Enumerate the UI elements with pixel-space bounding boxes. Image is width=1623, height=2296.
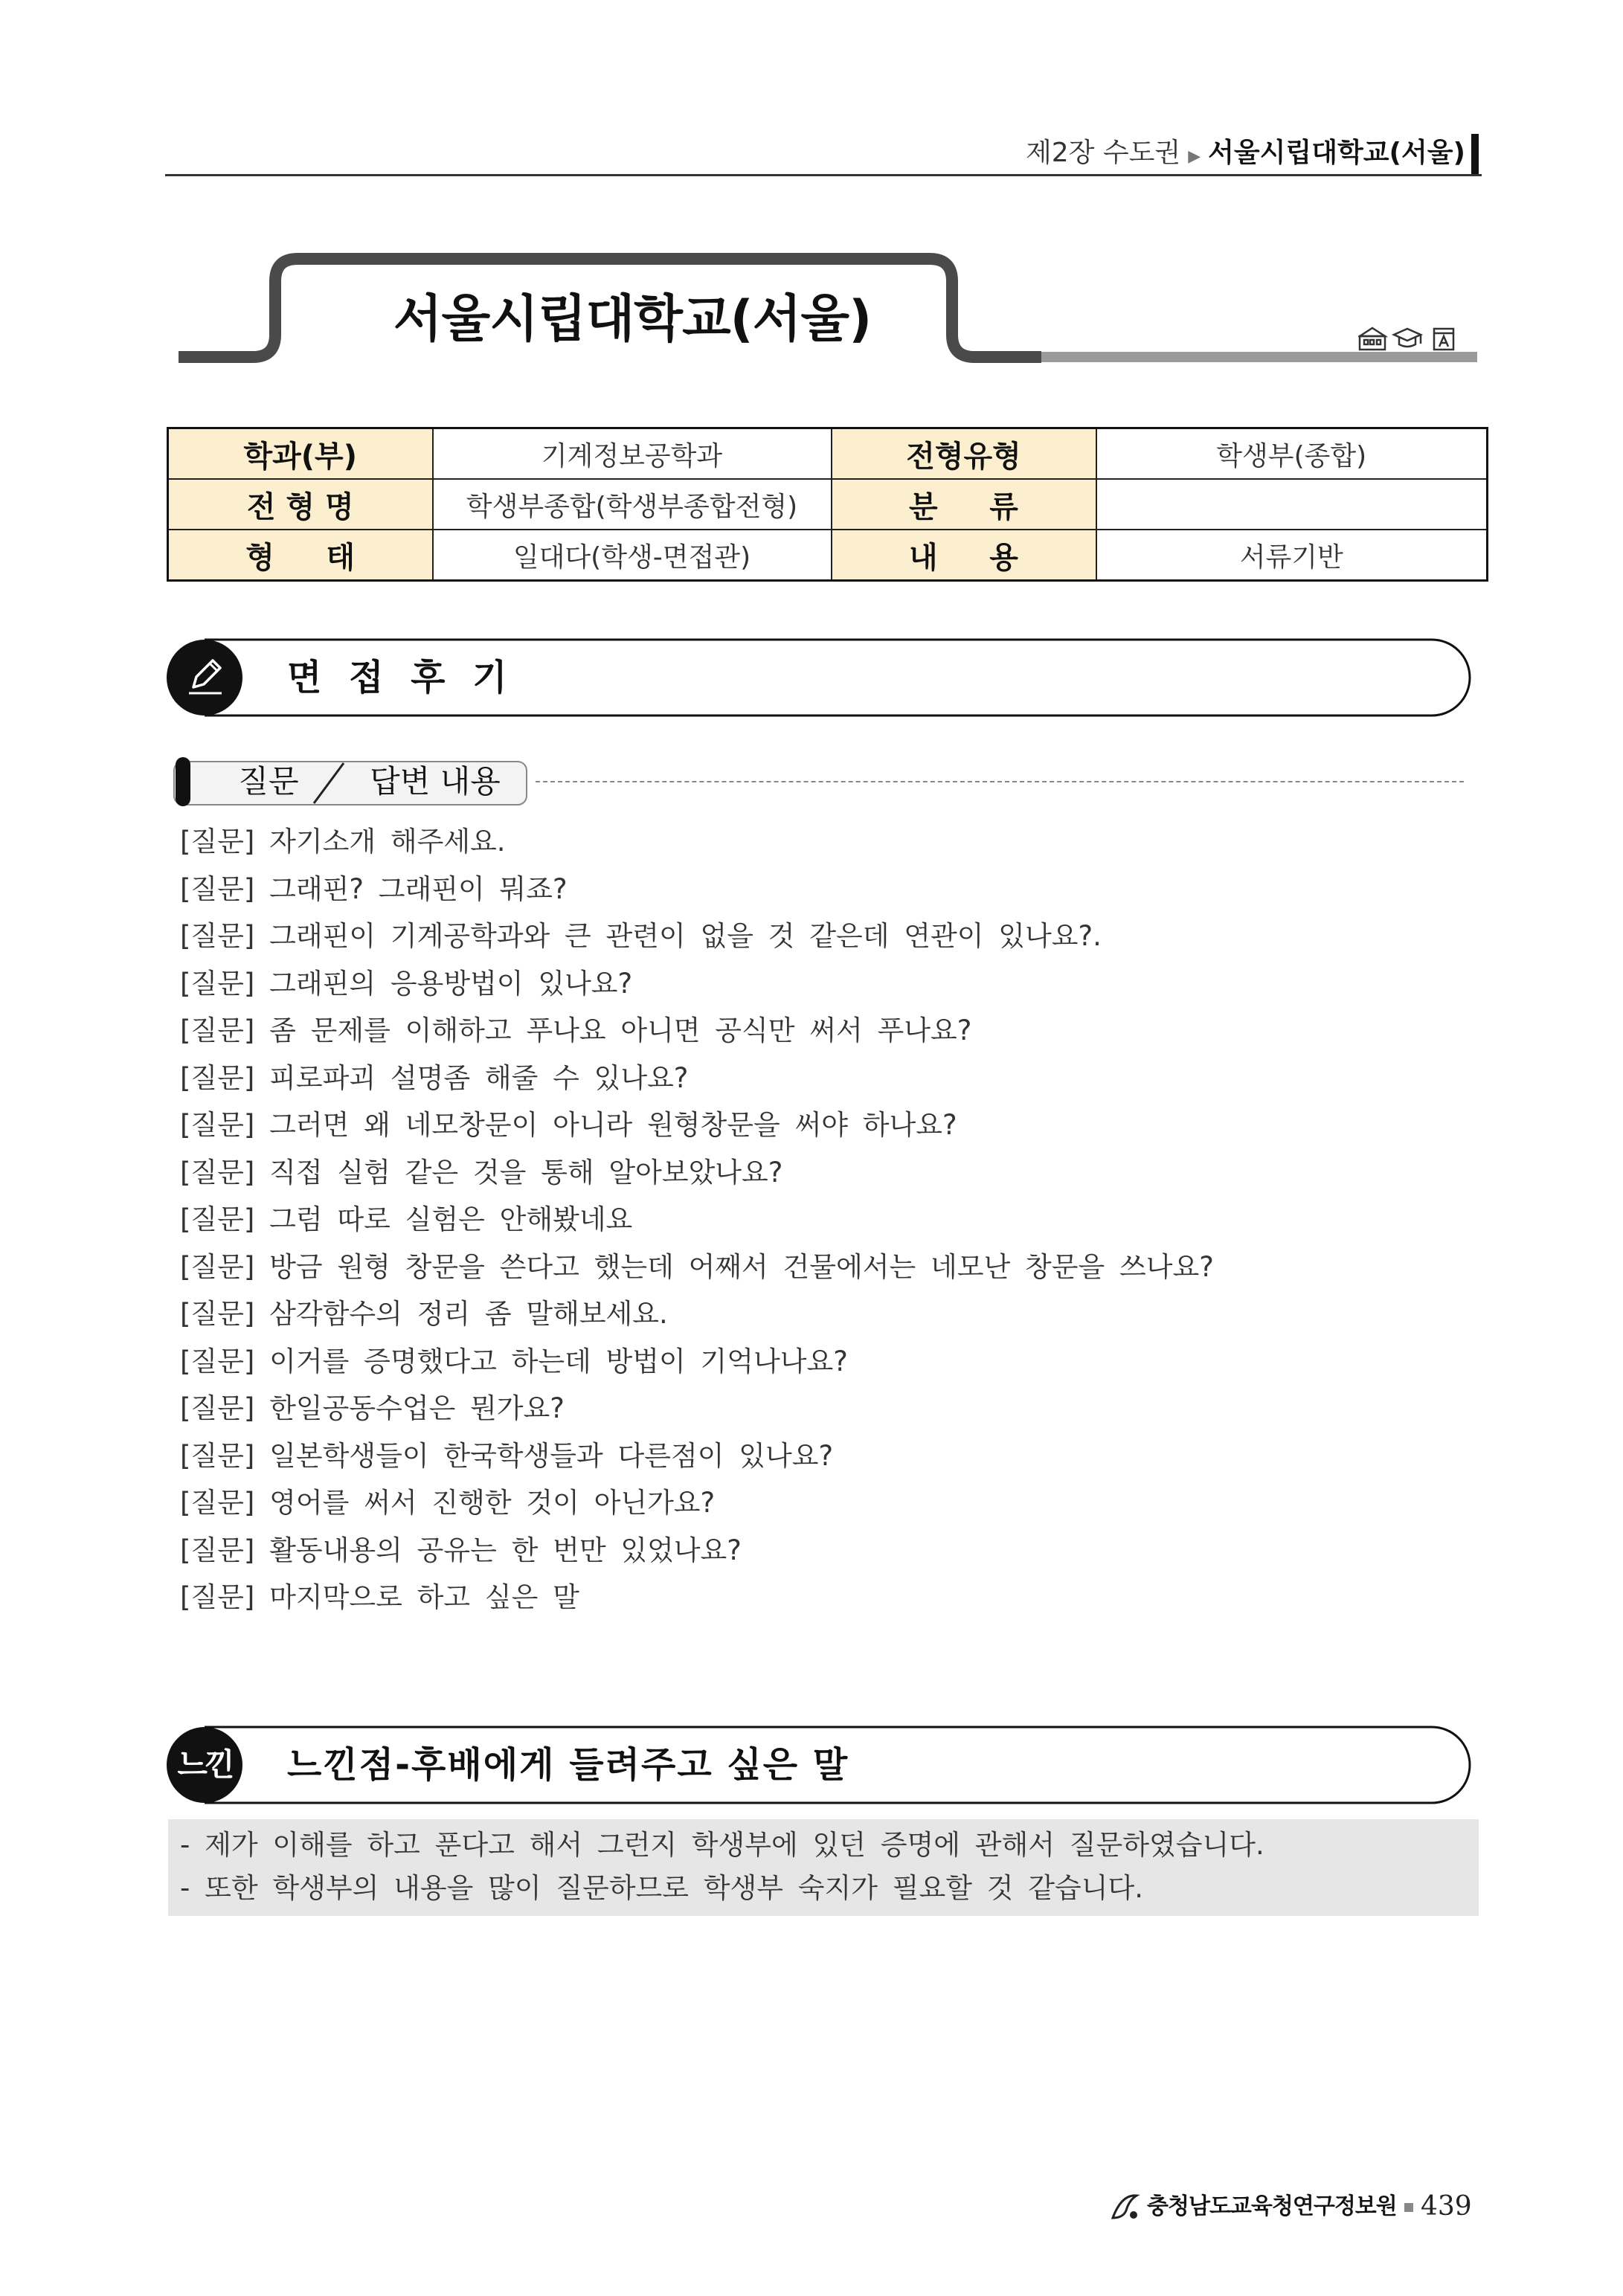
table-row — [168, 428, 1488, 480]
list-item: [질문] 직접 실험 같은 것을 통해 알아보았나요? — [180, 1156, 783, 1189]
running-header-current: 서울시립대학교(서울) — [1208, 138, 1465, 168]
category-value — [1096, 479, 1488, 530]
admission-name-label: 전 형 명 — [168, 479, 433, 530]
running-header — [989, 132, 1465, 174]
list-item: - 제가 이해를 하고 푼다고 해서 그런지 학생부에 있던 증명에 관해서 질문하였습니다. — [180, 1829, 1264, 1861]
list-item: [질문] 그래핀이 기계공학과와 큰 관련이 없을 것 같은데 연관이 있나요?. — [180, 920, 1102, 952]
impressions-list — [180, 1824, 1459, 1910]
content-value: 서류기반 — [1096, 530, 1488, 581]
dept-label: 학과(부) — [168, 428, 433, 480]
list-item: [질문] 그래핀? 그래핀이 뭐죠? — [180, 872, 568, 905]
list-item: [질문] 그래핀의 응용방법이 있나요? — [180, 967, 633, 1000]
list-item: [질문] 영어를 써서 진행한 것이 아닌가요? — [180, 1487, 716, 1519]
table-row — [168, 479, 1488, 530]
list-item: [질문] 피로파괴 설명좀 해줄 수 있나요? — [180, 1061, 689, 1094]
running-header-chapter: 제2장 수도권 — [1025, 138, 1181, 168]
content-label: 내 용 — [832, 530, 1096, 581]
footer-organization: 충청남도교육청연구정보원 — [1147, 2193, 1397, 2219]
graduation-cap-icon — [1394, 329, 1421, 347]
qa-tab-question: 질문 — [238, 763, 299, 800]
list-item: [질문] 좀 문제를 이해하고 푸나요 아니면 공식만 써서 푸나요? — [180, 1014, 972, 1046]
page-title: 서울시립대학교(서울) — [393, 290, 872, 349]
table-row — [168, 530, 1488, 581]
format-label: 형 태 — [168, 530, 433, 581]
section-interview-title: 면 접 후 기 — [287, 657, 515, 698]
info-table — [167, 427, 1488, 582]
triangle-right-icon: ▶ — [1188, 147, 1201, 166]
admission-type-value: 학생부(종합) — [1096, 428, 1488, 480]
organization-logo-icon — [1107, 2188, 1144, 2225]
list-item: [질문] 삼각함수의 정리 좀 말해보세요. — [180, 1298, 668, 1330]
list-item: [질문] 마지막으로 하고 싶은 말 — [180, 1581, 579, 1613]
format-value: 일대다(학생-면접관) — [433, 530, 832, 581]
section-impressions-title: 느낀점-후배에게 들려주고 싶은 말 — [287, 1744, 849, 1786]
list-item: [질문] 일본학생들이 한국학생들과 다른점이 있나요? — [180, 1439, 834, 1472]
page-number: 439 — [1421, 2191, 1472, 2222]
school-building-icon — [1360, 328, 1385, 350]
pencil-icon — [183, 655, 228, 699]
header-bar — [1471, 134, 1479, 176]
category-label: 분 류 — [832, 479, 1096, 530]
dept-value: 기계정보공학과 — [433, 428, 832, 480]
list-item: - 또한 학생부의 내용을 많이 질문하므로 학생부 숙지가 필요할 것 같습니다. — [180, 1872, 1143, 1904]
list-item: [질문] 그러면 왜 네모창문이 아니라 원형창문을 써야 하나요? — [180, 1109, 957, 1141]
header-rule — [165, 174, 1482, 176]
list-item: [질문] 활동내용의 공유는 한 번만 있었나요? — [180, 1534, 742, 1566]
list-item: [질문] 자기소개 해주세요. — [180, 826, 506, 858]
list-item: [질문] 방금 원형 창문을 쓴다고 했는데 어째서 건물에서는 네모난 창문을 쓰나요? — [180, 1250, 1214, 1283]
question-list — [180, 818, 1474, 1621]
document-a-icon — [1434, 329, 1453, 350]
list-item: [질문] 한일공동수업은 뭔가요? — [180, 1392, 565, 1424]
admission-name-value: 학생부종합(학생부종합전형) — [433, 479, 832, 530]
dashed-divider — [536, 781, 1464, 782]
title-icons — [1358, 326, 1470, 351]
footer-square-icon — [1404, 2203, 1413, 2212]
admission-type-label: 전형유형 — [832, 428, 1096, 480]
list-item: [질문] 그럼 따로 실험은 안해봤네요 — [180, 1203, 633, 1235]
qa-tab-answer: 답변 내용 — [370, 763, 501, 800]
impressions-icon: 느낀 — [177, 1746, 232, 1783]
list-item: [질문] 이거를 증명했다고 하는데 방법이 기억나나요? — [180, 1345, 848, 1377]
